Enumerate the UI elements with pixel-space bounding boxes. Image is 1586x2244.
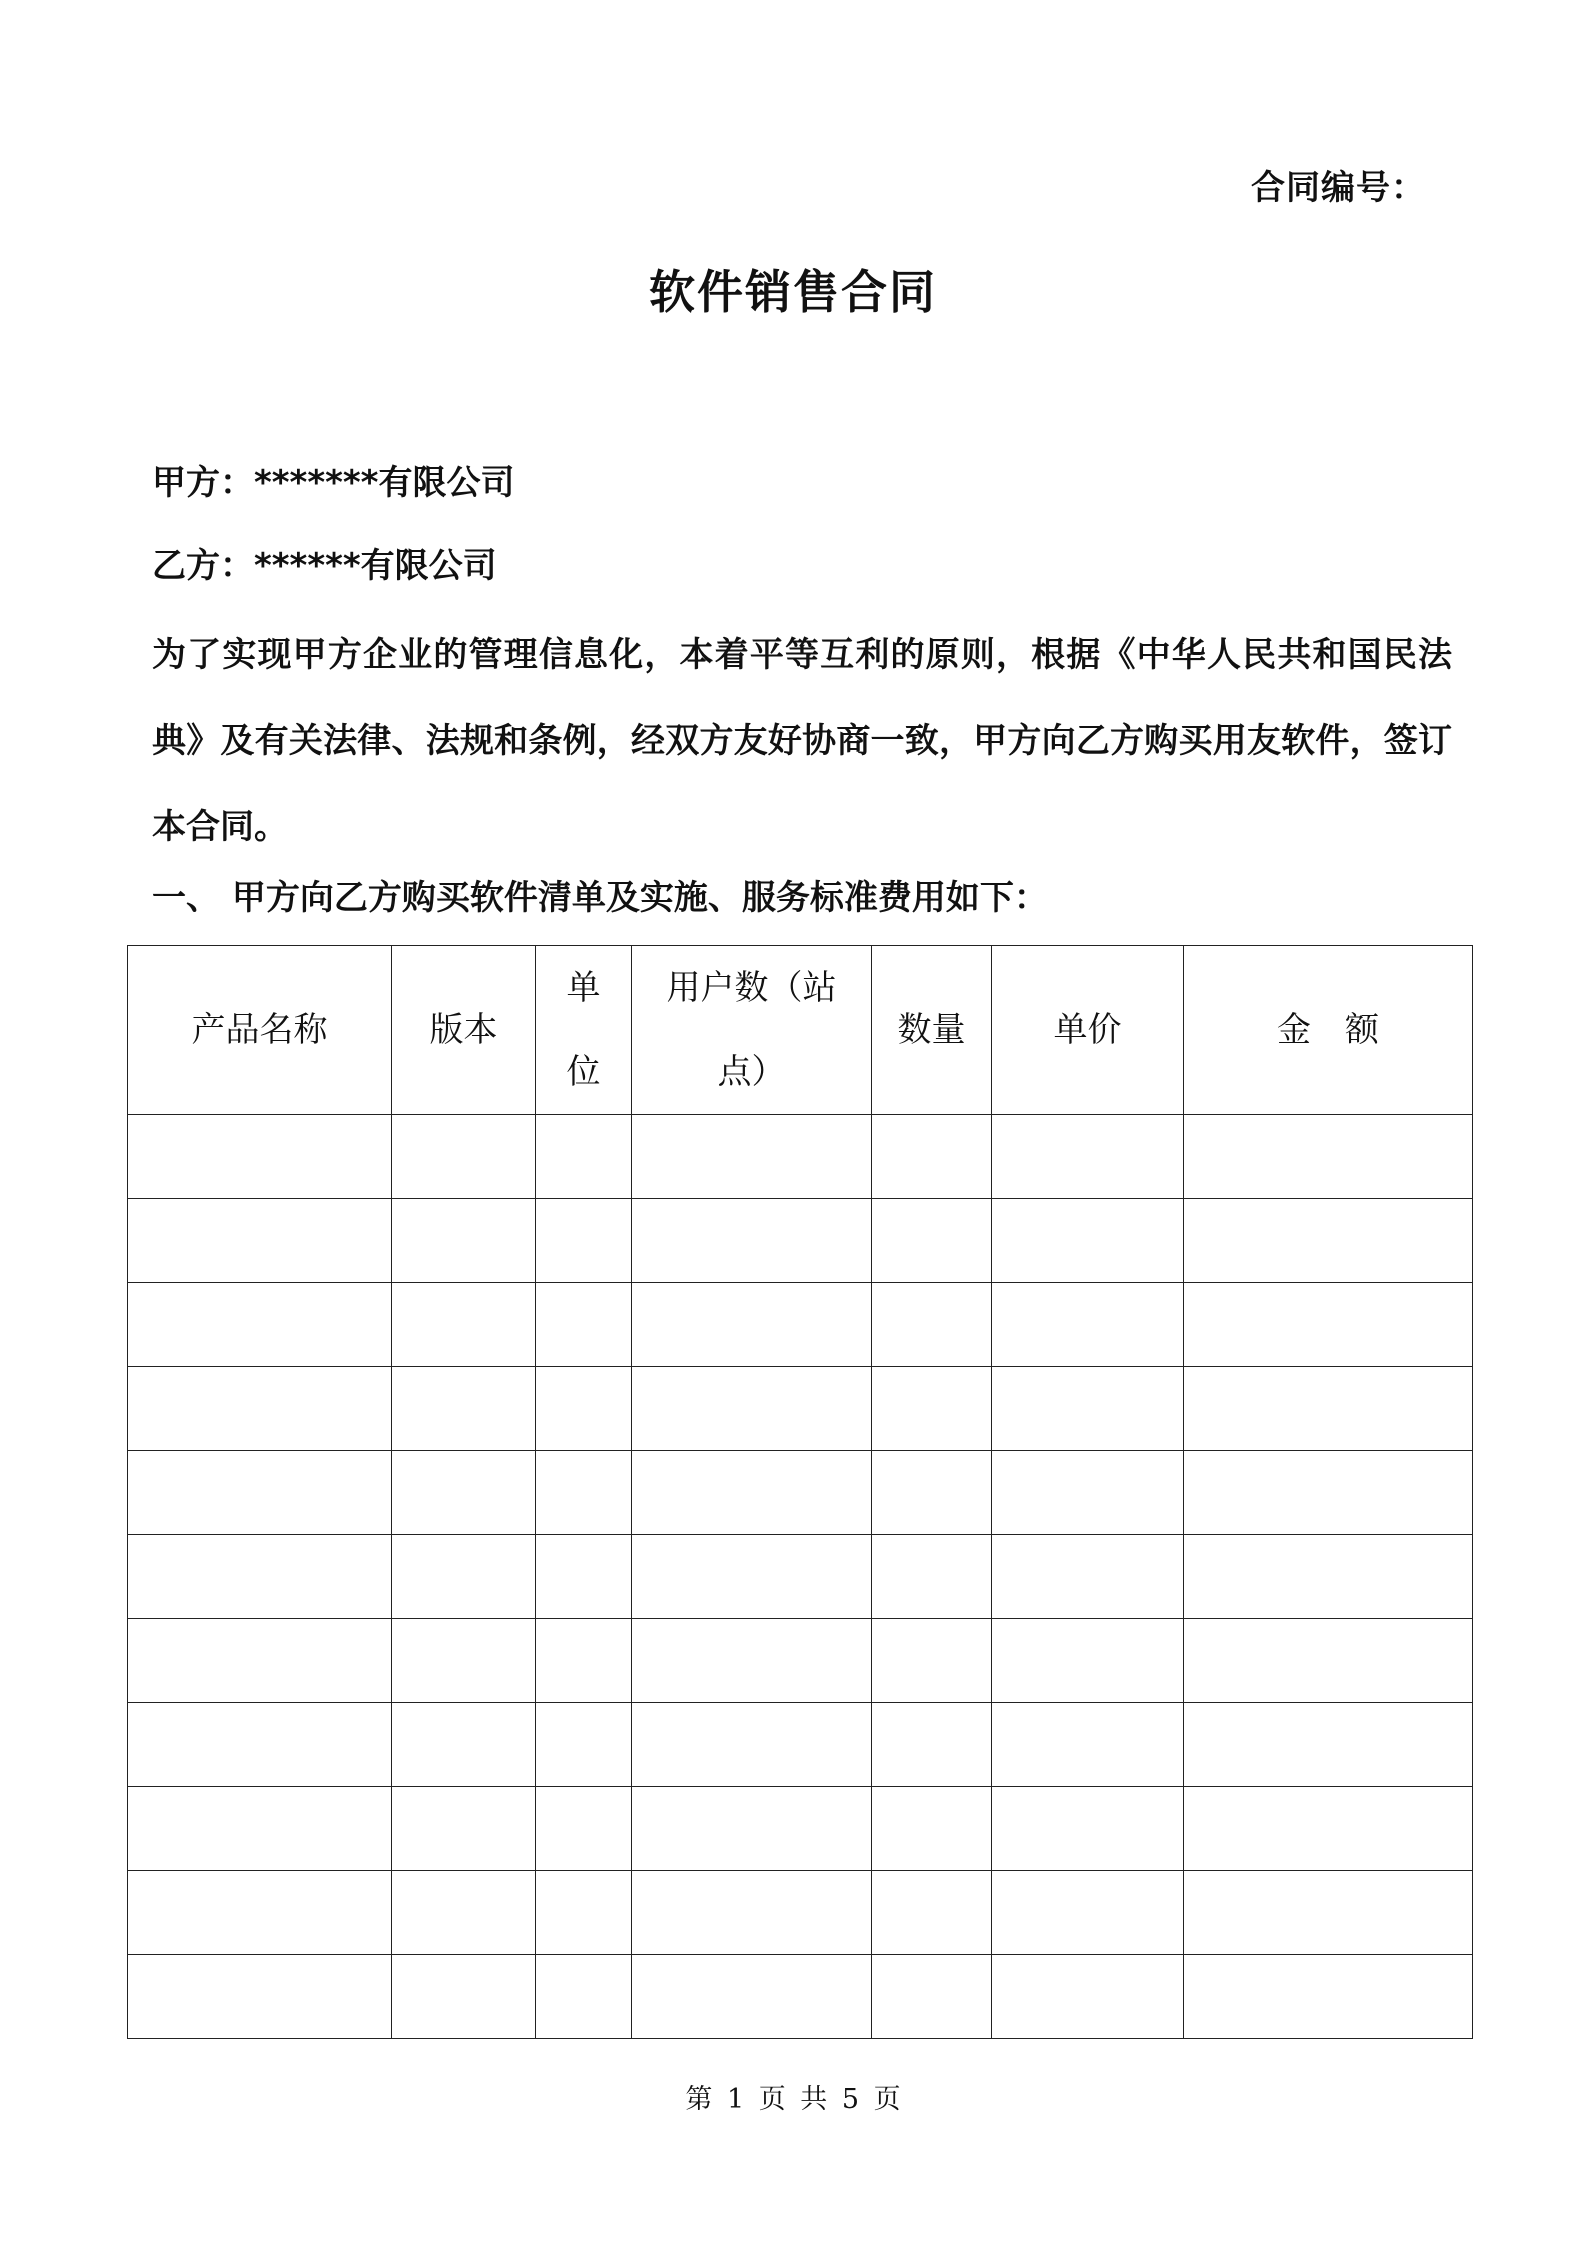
table-row [128, 1367, 1473, 1451]
table-cell[interactable] [632, 1115, 872, 1199]
table-cell[interactable] [392, 1535, 536, 1619]
column-header-unit: 单位 [536, 946, 632, 1115]
table-cell[interactable] [1184, 1619, 1473, 1703]
table-row [128, 1283, 1473, 1367]
table-cell[interactable] [536, 1619, 632, 1703]
table-cell[interactable] [536, 1451, 632, 1535]
table-cell[interactable] [992, 1871, 1184, 1955]
table-cell[interactable] [536, 1535, 632, 1619]
table-cell[interactable] [128, 1283, 392, 1367]
table-cell[interactable] [128, 1619, 392, 1703]
table-cell[interactable] [1184, 1871, 1473, 1955]
document-title: 软件销售合同 [649, 265, 937, 319]
table-cell[interactable] [632, 1955, 872, 2039]
table-cell[interactable] [536, 1871, 632, 1955]
column-header-amount: 金 额 [1184, 946, 1473, 1115]
table-cell[interactable] [992, 1283, 1184, 1367]
column-header-quantity: 数量 [872, 946, 992, 1115]
table-cell[interactable] [536, 1115, 632, 1199]
table-cell[interactable] [632, 1535, 872, 1619]
table-cell[interactable] [632, 1451, 872, 1535]
table-cell[interactable] [536, 1955, 632, 2039]
table-cell[interactable] [128, 1535, 392, 1619]
table-cell[interactable] [536, 1703, 632, 1787]
table-cell[interactable] [536, 1199, 632, 1283]
table-cell[interactable] [872, 1871, 992, 1955]
table-cell[interactable] [872, 1199, 992, 1283]
table-cell[interactable] [992, 1955, 1184, 2039]
table-cell[interactable] [992, 1199, 1184, 1283]
table-cell[interactable] [872, 1955, 992, 2039]
table-cell[interactable] [1184, 1199, 1473, 1283]
table-cell[interactable] [992, 1619, 1184, 1703]
table-cell[interactable] [992, 1367, 1184, 1451]
table-row [128, 1451, 1473, 1535]
column-header-unit-price: 单价 [992, 946, 1184, 1115]
table-row [128, 1703, 1473, 1787]
table-cell[interactable] [992, 1787, 1184, 1871]
contract-number-label: 合同编号： [1251, 168, 1426, 208]
column-header-version: 版本 [392, 946, 536, 1115]
table-cell[interactable] [872, 1787, 992, 1871]
table-cell[interactable] [392, 1115, 536, 1199]
table-cell[interactable] [992, 1115, 1184, 1199]
section-1-heading: 一、 甲方向乙方购买软件清单及实施、服务标准费用如下： [152, 878, 1048, 918]
table-cell[interactable] [872, 1451, 992, 1535]
table-body [128, 1115, 1473, 2039]
table-row [128, 1199, 1473, 1283]
table-cell[interactable] [1184, 1451, 1473, 1535]
column-header-user-count: 用户数（站点） [632, 946, 872, 1115]
table-cell[interactable] [536, 1787, 632, 1871]
table-cell[interactable] [632, 1703, 872, 1787]
table-cell[interactable] [632, 1871, 872, 1955]
table-cell[interactable] [128, 1367, 392, 1451]
table-cell[interactable] [128, 1787, 392, 1871]
table-row [128, 1955, 1473, 2039]
table-row [128, 1871, 1473, 1955]
column-header-product-name: 产品名称 [128, 946, 392, 1115]
table-cell[interactable] [632, 1367, 872, 1451]
table-cell[interactable] [872, 1283, 992, 1367]
table-cell[interactable] [536, 1367, 632, 1451]
table-cell[interactable] [872, 1367, 992, 1451]
table-cell[interactable] [128, 1199, 392, 1283]
table-cell[interactable] [872, 1115, 992, 1199]
table-cell[interactable] [632, 1787, 872, 1871]
table-cell[interactable] [392, 1283, 536, 1367]
table-row [128, 1535, 1473, 1619]
table-cell[interactable] [632, 1619, 872, 1703]
table-cell[interactable] [392, 1955, 536, 2039]
table-cell[interactable] [392, 1367, 536, 1451]
table-cell[interactable] [992, 1451, 1184, 1535]
party-a-line: 甲方：*******有限公司 [152, 463, 515, 503]
table-cell[interactable] [392, 1619, 536, 1703]
table-cell[interactable] [392, 1703, 536, 1787]
table-cell[interactable] [1184, 1115, 1473, 1199]
table-cell[interactable] [872, 1703, 992, 1787]
table-cell[interactable] [1184, 1703, 1473, 1787]
table-cell[interactable] [992, 1535, 1184, 1619]
table-header-row [128, 946, 1473, 1115]
table-cell[interactable] [872, 1535, 992, 1619]
intro-paragraph: 为了实现甲方企业的管理信息化，本着平等互利的原则，根据《中华人民共和国民法典》及有关法律、法规和条例，经双方友好协商一致，甲方向乙方购买用友软件，签订本合同。 [152, 635, 1452, 847]
table-cell[interactable] [632, 1283, 872, 1367]
table-cell[interactable] [872, 1619, 992, 1703]
table-cell[interactable] [632, 1199, 872, 1283]
party-b-line: 乙方：******有限公司 [152, 546, 497, 586]
table-cell[interactable] [128, 1703, 392, 1787]
table-cell[interactable] [392, 1787, 536, 1871]
table-cell[interactable] [392, 1871, 536, 1955]
table-cell[interactable] [128, 1115, 392, 1199]
table-row [128, 1115, 1473, 1199]
table-cell[interactable] [128, 1955, 392, 2039]
product-table [127, 945, 1473, 2039]
table-cell[interactable] [992, 1703, 1184, 1787]
table-cell[interactable] [1184, 1535, 1473, 1619]
table-cell[interactable] [1184, 1283, 1473, 1367]
table-cell[interactable] [128, 1871, 392, 1955]
table-cell[interactable] [392, 1199, 536, 1283]
table-row [128, 1787, 1473, 1871]
table-cell[interactable] [392, 1451, 536, 1535]
table-cell[interactable] [536, 1283, 632, 1367]
table-cell[interactable] [1184, 1955, 1473, 2039]
page-indicator: 第 1 页 共 5 页 [685, 2084, 901, 2115]
table-cell[interactable] [1184, 1787, 1473, 1871]
table-cell[interactable] [128, 1451, 392, 1535]
table-cell[interactable] [1184, 1367, 1473, 1451]
table-row [128, 1619, 1473, 1703]
